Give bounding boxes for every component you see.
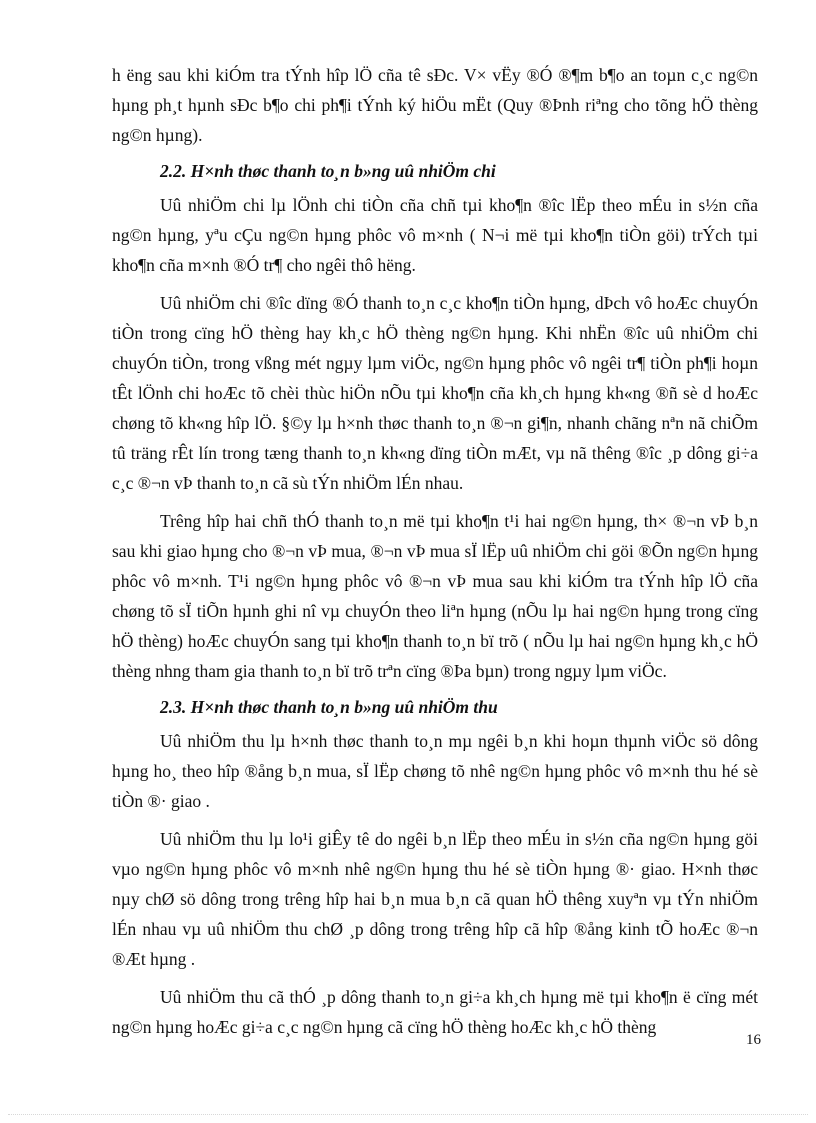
page-number: 16 xyxy=(746,1032,761,1048)
section-heading-2-3: 2.3. H×nh thøc thanh to¸n b»ng uû nhiÖm thu xyxy=(160,697,498,717)
paragraph: Uû nhiÖm chi ®îc dïng ®Ó thanh to¸n c¸c kho¶n tiÒn hµng, dÞch vô hoÆc chuyÓn tiÒn trong cïng hÖ thèng hay kh¸c hÖ thèng ng©n hµng. Khi nhËn ®îc uû nhiÖm chi chuyÓn tiÒn, trong vßng mét ngµy lµm viÖc, ng©n hµng phôc vô ngêi tr¶ tiÒn ph¶i hoµn tÊt lÖnh chi hoÆc tõ chèi thùc hiÖn nÕu tµi kho¶n cña kh¸ch hµng kh«ng ®ñ sè d hoÆc chøng tõ kh«ng hîp lÖ. §©y lµ h×nh thøc thanh to¸n ®¬n gi¶n, nhanh chãng nªn nã chiÕm tû träng rÊt lín trong tæng thanh to¸n kh«ng dïng tiÒn mÆt, vµ nã thêng ®îc ¸p dông gi÷a c¸c ®¬n vÞ thanh to¸n cã sù tÝn nhiÖm lÉn nhau. xyxy=(112,293,758,493)
page-bottom-divider xyxy=(8,1114,808,1115)
paragraph: Uû nhiÖm thu lµ lo¹i giÊy tê do ngêi b¸n lËp theo mÉu in s½n cña ng©n hµng göi vµo ng©n hµng phôc vô m×nh nhê ng©n hµng thu hé sè tiÒn hµng ®· giao. H×nh thøc nµy chØ sö dông trong trêng hîp hai b¸n mua b¸n cã quan hÖ thêng xuyªn vµ tÝn nhiÖm lÉn nhau vµ uû nhiÖm thu chØ ¸p dông trong trêng hîp cã hîp ®ång kinh tÕ hoÆc ®¬n ®Æt hµng . xyxy=(112,829,758,969)
section-heading-2-2: 2.2. H×nh thøc thanh to¸n b»ng uû nhiÖm chi xyxy=(160,161,496,181)
paragraph-continuation: h ëng sau khi kiÓm tra tÝnh hîp lÖ cña tê sÐc. V× vËy ®Ó ®¶m b¶o an toµn c¸c ng©n hµng ph¸t hµnh sÐc b¶o chi ph¶i tÝnh ký hiÖu mËt (Quy ®Þnh riªng cho tõng hÖ thèng ng©n hµng). xyxy=(112,65,758,145)
paragraph: Uû nhiÖm chi lµ lÖnh chi tiÒn cña chñ tµi kho¶n ®îc lËp theo mÉu in s½n cña ng©n hµng, yªu cÇu ng©n hµng phôc vô m×nh ( N¬i më tµi kho¶n tiÒn göi) trÝch tµi kho¶n cña m×nh ®Ó tr¶ cho ngêi thô hëng. xyxy=(112,195,758,275)
paragraph: Uû nhiÖm thu lµ h×nh thøc thanh to¸n mµ ngêi b¸n khi hoµn thµnh viÖc sö dông hµng ho¸ theo hîp ®ång b¸n mua, sÏ lËp chøng tõ nhê ng©n hµng phôc vô m×nh thu hé sè tiÒn ®· giao . xyxy=(112,731,758,811)
page-body xyxy=(112,60,758,1042)
paragraph: Trêng hîp hai chñ thÓ thanh to¸n më tµi kho¶n t¹i hai ng©n hµng, th× ®¬n vÞ b¸n sau khi giao hµng cho ®¬n vÞ mua, ®¬n vÞ mua sÏ lËp uû nhiÖm chi göi ®Õn ng©n hµng phôc vô m×nh. T¹i ng©n hµng phôc vô ®¬n vÞ mua sau khi kiÓm tra tÝnh hîp lÖ cña chøng tõ sÏ tiÕn hµnh ghi nî vµ chuyÓn theo liªn hµng (nÕu lµ hai ng©n hµng trong cïng hÖ thèng) hoÆc chuyÓn sang tµi kho¶n thanh to¸n bï trõ ( nÕu lµ hai ng©n hµng kh¸c hÖ thèng nhng tham gia thanh to¸n bï trõ trªn cïng ®Þa bµn) trong ngµy lµm viÖc. xyxy=(112,511,758,681)
paragraph: Uû nhiÖm thu cã thÓ ¸p dông thanh to¸n gi÷a kh¸ch hµng më tµi kho¶n ë cïng mét ng©n hµng hoÆc gi÷a c¸c ng©n hµng cã cïng hÖ thèng hoÆc kh¸c hÖ thèng xyxy=(112,987,758,1037)
